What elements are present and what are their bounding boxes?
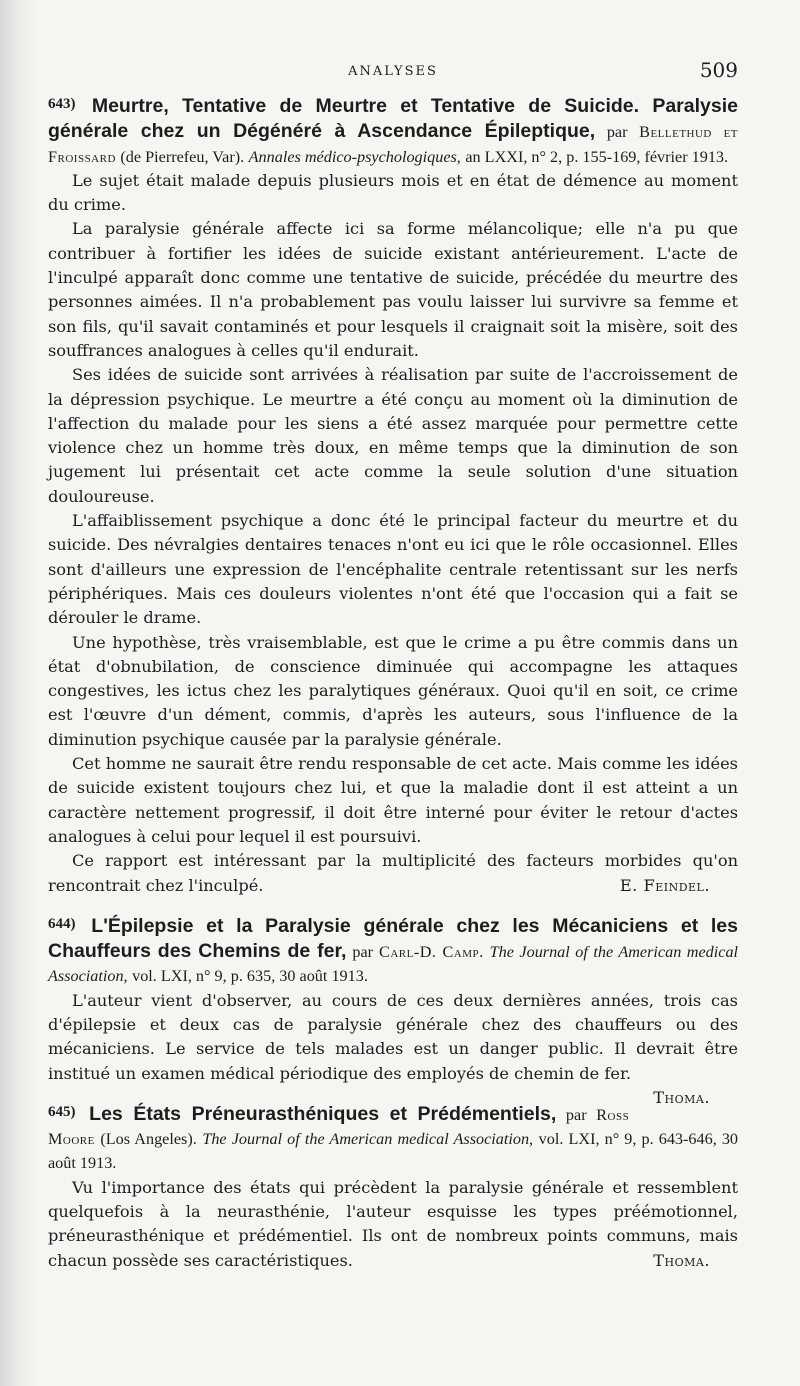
signature: E. Feindel. bbox=[619, 875, 710, 895]
paragraph-last bbox=[48, 849, 738, 898]
entry-journal: The Journal of the American medical Association, bbox=[202, 1130, 534, 1149]
paragraph: Cet homme ne saurait être rendu responsable de cet acte. Mais comme les idées de suicide existent toujours chez lui, et que la maladie dont il est atteint a un caractère nettement progressif, il doit être interné pour éviter le retour d'actes analogues à celui pour lequel il est poursuivi. bbox=[48, 754, 738, 846]
entry-number: 644) bbox=[48, 915, 76, 932]
entry-by: par bbox=[565, 1105, 587, 1124]
paragraph-text: Ce rapport est intéressant par la multiplicité des facteurs morbides qu'on rencontrait chez l'inculpé. bbox=[48, 851, 738, 895]
entry-by: par bbox=[352, 943, 374, 962]
entry-reference: vol. LXI, n° 9, p. 635, 30 août 1913. bbox=[132, 967, 368, 986]
entry-number: 643) bbox=[48, 96, 76, 112]
entry-location: (Los Angeles). bbox=[100, 1130, 197, 1149]
entry-journal: Annales médico-psychologiques, bbox=[248, 147, 461, 166]
abstract-644 bbox=[48, 912, 739, 1107]
page-header bbox=[48, 58, 738, 82]
entry-heading bbox=[48, 912, 738, 989]
page-content bbox=[48, 92, 738, 1273]
entry-location: (de Pierrefeu, Var). bbox=[120, 147, 245, 166]
entry-journal: The Journal of the American medical Association, bbox=[48, 943, 739, 986]
entry-by: par bbox=[606, 123, 628, 142]
running-head: ANALYSES bbox=[348, 64, 438, 79]
entry-authors: Bellethud et Froissard bbox=[48, 123, 739, 166]
entry-number: 645) bbox=[48, 1103, 76, 1120]
signature: Thoma. bbox=[653, 1087, 710, 1107]
abstract-645 bbox=[48, 1100, 738, 1273]
paragraph: L'affaiblissement psychique a donc été le principal facteur du meurtre et du suicide. Des névralgies dentaires tenaces n'ont eu ici que le rôle occasionnel. Elles sont d'ailleurs une expression de l'encéphalite centrale retentissant sur les nerfs périphériques. Mais ces douleurs violentes n'ont été que l'occasion qui a fait se dérouler le drame. bbox=[48, 511, 738, 628]
signature: Thoma. bbox=[653, 1250, 710, 1270]
entry-title: L'Épilepsie et la Paralysie générale chez les Mécaniciens et les Chauffeurs des Chemins de fer, bbox=[48, 914, 738, 963]
entry-authors: Ross Moore bbox=[48, 1105, 630, 1149]
entry-heading bbox=[48, 1100, 738, 1176]
entry-separator bbox=[48, 898, 738, 912]
entry-reference: an LXXI, n° 2, p. 155-169, février 1913. bbox=[465, 147, 729, 166]
paragraph-last bbox=[48, 989, 738, 1107]
entry-title: Meurtre, Tentative de Meurtre et Tentative de Suicide. Paralysie générale chez un Dégénéré à Ascendance Épileptique, bbox=[48, 95, 738, 143]
paragraph-text: Vu l'importance des états qui précèdent la paralysie générale et ressemblent quelquefois à la neurasthénie, l'auteur esquisse les types préémotionnel, préneurasthénique et prédémentiel. Ils ont de nombreux points communs, mais chacun possède ses caractéristiques. bbox=[48, 1177, 738, 1270]
paragraph-text: L'auteur vient d'observer, au cours de ces deux dernières années, trois cas d'épilepsie et deux cas de paralysie générale chez des chauffeurs ou des mécaniciens. Le service de tels malades est un danger public. Il devrait être institué un examen médical périodique des employés de chemin de fer. bbox=[48, 990, 738, 1083]
paragraph: Le sujet était malade depuis plusieurs mois et en état de démence au moment du crime. bbox=[48, 170, 738, 215]
paragraph-last bbox=[48, 1176, 738, 1273]
paragraph: Ses idées de suicide sont arrivées à réalisation par suite de l'accroissement de la dépression psychique. Le meurtre a été conçu au moment où la diminution de l'affection du malade pour les siens a été assez marquée pour permettre cette violence chez un homme très doux, en même temps que la diminution de son jugement lui présentait cet acte comme la seule solution d'une situation douloureuse. bbox=[48, 365, 738, 506]
entry-authors: Carl-D. Camp. bbox=[379, 943, 484, 962]
paragraph: Une hypothèse, très vraisemblable, est que le crime a pu être commis dans un état d'obnubilation, de conscience diminuée qui accompagne les attaques congestives, les ictus chez les paralytiques généraux. Quoi qu'il en soit, ce crime est l'œuvre d'un dément, commis, d'après les auteurs, sous l'influence de la diminution psychique causée par la paralysie générale. bbox=[48, 632, 738, 749]
abstract-643 bbox=[48, 92, 738, 898]
entry-heading bbox=[48, 92, 738, 169]
paragraph: La paralysie générale affecte ici sa forme mélancolique; elle n'a pu que contribuer à fortifier les idées de suicide existant antérieurement. L'acte de l'inculpé apparaît donc comme une tentative de suicide, précédée du meurtre des personnes aimées. Il n'a probablement pas voulu laisser lui survivre sa femme et son fils, qu'il savait contaminés et pour lesquels il craignait soit la misère, soit des souffrances analogues à celles qu'il endurait. bbox=[48, 219, 738, 360]
entry-title: Les États Préneurasthéniques et Prédémentiels, bbox=[89, 1102, 557, 1125]
page-number: 509 bbox=[699, 58, 738, 82]
entry-reference: vol. LXI, n° 9, p. 643-646, 30 août 1913. bbox=[48, 1130, 739, 1173]
